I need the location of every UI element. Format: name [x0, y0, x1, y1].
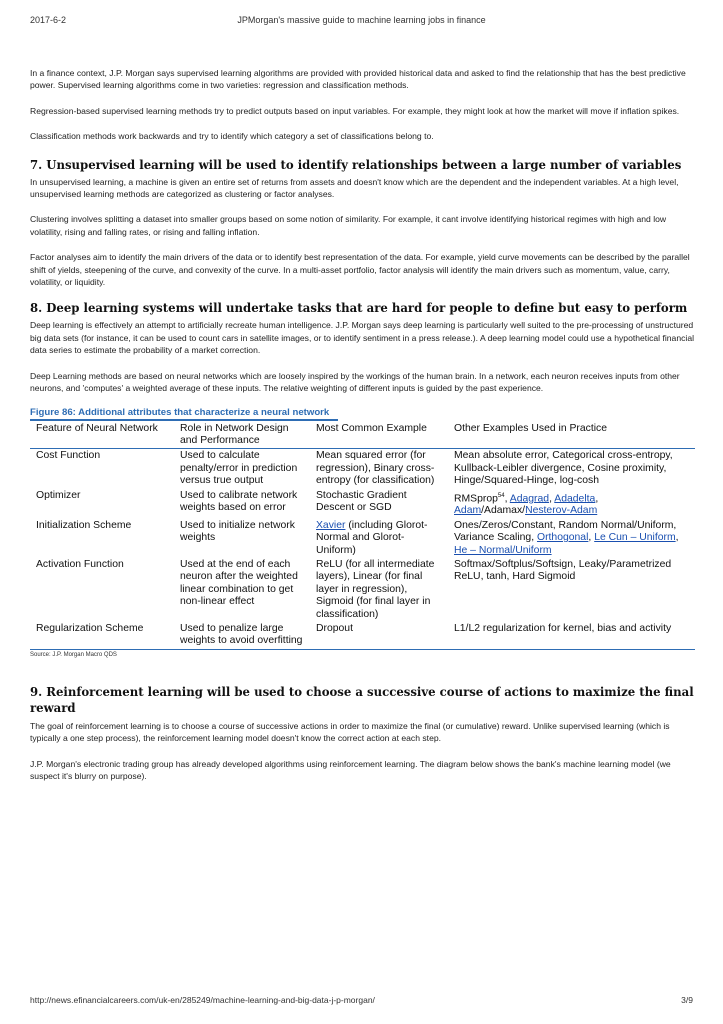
section-7-paragraph-1: In unsupervised learning, a machine is given an entire set of returns from assets and doesn't know which are the dependent and the independent variables. At a high level, unsupervised learning methods are categorized as clustering or factor analyses. — [30, 176, 679, 200]
section-8-heading: 8. Deep learning systems will undertake tasks that are hard for people to define but easy to perform — [30, 301, 688, 316]
neural-network-attributes-table — [30, 421, 695, 650]
intro-paragraph-3: Classification methods work backwards and try to identify which category a set of classifications belong to. — [30, 131, 434, 142]
column-header-role: Role in Network Design and Performance — [180, 422, 289, 446]
page-number: 3/9 — [681, 995, 693, 1005]
cell-other-examples — [448, 489, 695, 519]
footer-url[interactable]: http://news.efinancialcareers.com/uk-en/285249/machine-learning-and-big-data-j-p-morgan/ — [30, 995, 375, 1005]
table-row — [30, 489, 695, 519]
cell-text: RMSprop — [454, 493, 498, 504]
footnote-marker: 54 — [497, 492, 505, 499]
cell-other-examples: L1/L2 regularization for kernel, bias and activity — [454, 623, 672, 635]
section-7-paragraph-2: Clustering involves splitting a dataset into smaller groups based on some notion of similarity. For example, it cant involve identifying historical regimes with high and low volatility, rising and falling rates, or rising and falling inflation. — [30, 214, 667, 237]
cell-feature: Activation Function — [36, 559, 124, 571]
cell-other-examples: Softmax/Softplus/Softsign, Leaky/Parametrized ReLU, tanh, Hard Sigmoid — [454, 559, 672, 583]
separator: , — [549, 493, 555, 504]
separator: , — [504, 493, 510, 504]
cell-role: Used at the end of each neuron after the weighted linear combination to get non-linear effect — [180, 559, 298, 608]
cell-feature: Initialization Scheme — [36, 519, 132, 531]
cell-common-example: ReLU (for all intermediate layers), Linear (for final layer in regression), Sigmoid (for final layer in classification) — [316, 559, 435, 620]
section-9-heading: 9. Reinforcement learning will be used to choose a successive course of actions to maximize the final reward — [30, 684, 694, 715]
cell-common-example: Dropout — [316, 623, 353, 635]
link-orthogonal[interactable]: Orthogonal — [536, 532, 589, 544]
section-8-paragraph-2: Deep Learning methods are based on neural networks which are loosely inspired by the workings of the human brain. In a network, each neuron receives inputs from other neurons, and 'computes' a weighted average of these inputs. The relative weighting of different inputs is guided by the past experience. — [30, 370, 680, 394]
cell-text: Ones/Zeros/Constant, Random Normal/Uniform, Variance Scaling, — [454, 519, 677, 544]
table-row — [30, 622, 695, 649]
figure-source: Source: J.P. Morgan Macro QDS — [30, 651, 117, 658]
cell-common-example: Stochastic Gradient Descent or SGD — [316, 489, 407, 513]
cell-other-examples: Mean absolute error, Categorical cross-entropy, Kullback-Leibler divergence, Cosine proximity, Hinge/Squared-Hinge, log-cosh — [454, 450, 673, 487]
column-header-feature: Feature of Neural Network — [36, 422, 158, 434]
cell-role: Used to penalize large weights to avoid overfitting — [180, 623, 303, 647]
cell-feature: Cost Function — [36, 450, 101, 462]
separator: , — [588, 532, 595, 544]
separator: , — [595, 493, 599, 504]
cell-common-example — [310, 519, 448, 558]
intro-paragraph-2: Regression-based supervised learning methods try to predict outputs based on input variables. For example, they might look at how the market will move if inflation spikes. — [30, 105, 680, 116]
header-title: JPMorgan's massive guide to machine learning jobs in finance — [237, 15, 486, 25]
link-adam[interactable]: Adam — [454, 505, 482, 517]
link-he-normal-uniform[interactable]: He – Normal/Uniform — [454, 544, 552, 556]
link-nesterov-adam[interactable]: Nesterov-Adam — [525, 505, 598, 517]
cell-feature: Optimizer — [36, 489, 81, 501]
page-header — [0, 15, 723, 29]
section-8-paragraph-1: Deep learning is effectively an attempt to artificially recreate human intelligence. J.P. Morgan says deep learning is particularly well suited to the pre-processing of unstructured big data sets (for instance, it can be used to count cars in satellite images, or to identify sentiment in a press release.). A deep learning model could use a hypothetical financial data series to estimate the probability of a market correction. — [30, 320, 695, 356]
article-body — [30, 67, 695, 783]
cell-role: Used to calculate penalty/error in prediction versus true output — [180, 450, 298, 487]
cell-common-example: Mean squared error (for regression), Binary cross-entropy (for classification) — [316, 450, 435, 487]
table-row — [30, 519, 695, 558]
table-row — [30, 449, 695, 489]
table-row — [30, 558, 695, 622]
figure-caption: Figure 86: Additional attributes that characterize a neural network — [30, 407, 338, 421]
table-header-row — [30, 421, 695, 449]
section-9-paragraph-2: J.P. Morgan's electronic trading group has already developed algorithms using reinforcement learning. The diagram below shows the bank's machine learning model (we suspect it's blurry on purpose). — [30, 758, 671, 782]
column-header-other-examples: Other Examples Used in Practice — [454, 422, 608, 434]
link-adagrad[interactable]: Adagrad — [509, 493, 550, 504]
cell-other-examples — [448, 519, 695, 558]
cell-role: Used to initialize network weights — [180, 519, 295, 544]
cell-feature: Regularization Scheme — [36, 623, 144, 635]
cell-text: /Adamax/ — [481, 505, 526, 517]
cell-role: Used to calibrate network weights based on error — [180, 489, 298, 513]
header-date: 2017-6-2 — [30, 15, 67, 25]
link-le-cun-uniform[interactable]: Le Cun – Uniform — [594, 532, 676, 544]
link-adadelta[interactable]: Adadelta — [554, 493, 596, 504]
intro-paragraph-1: In a finance context, J.P. Morgan says supervised learning algorithms are provided with provided historical data and asked to find the relationship that has the best predictive power. Supervised learning algorithms come in two varieties: regression and classification methods. — [30, 68, 686, 91]
section-9-paragraph-1: The goal of reinforcement learning is to choose a course of successive actions in order to maximize the final (or cumulative) reward. Unlike supervised learning (which is typically a one step process), the reinforcement learning model doesn't know the correct action at each step. — [30, 720, 670, 744]
cell-text: (including Glorot-Normal and Glorot-Uniform) — [316, 519, 428, 556]
section-7-heading: 7. Unsupervised learning will be used to identify relationships between a large number of variables — [30, 157, 682, 172]
column-header-common-example: Most Common Example — [316, 422, 427, 434]
link-xavier[interactable]: Xavier — [316, 519, 346, 531]
separator: , — [675, 532, 679, 544]
section-7-paragraph-3: Factor analyses aim to identify the main drivers of the data or to identify best representation of the data. For example, yield curve movements can be described by the parallel shift of yields, steepening of the curve, and convexity of the curve. In a multi-asset portfolio, factor analysis will identify the main drivers such as momentum, value, carry, volatility, or liquidity. — [30, 252, 690, 288]
